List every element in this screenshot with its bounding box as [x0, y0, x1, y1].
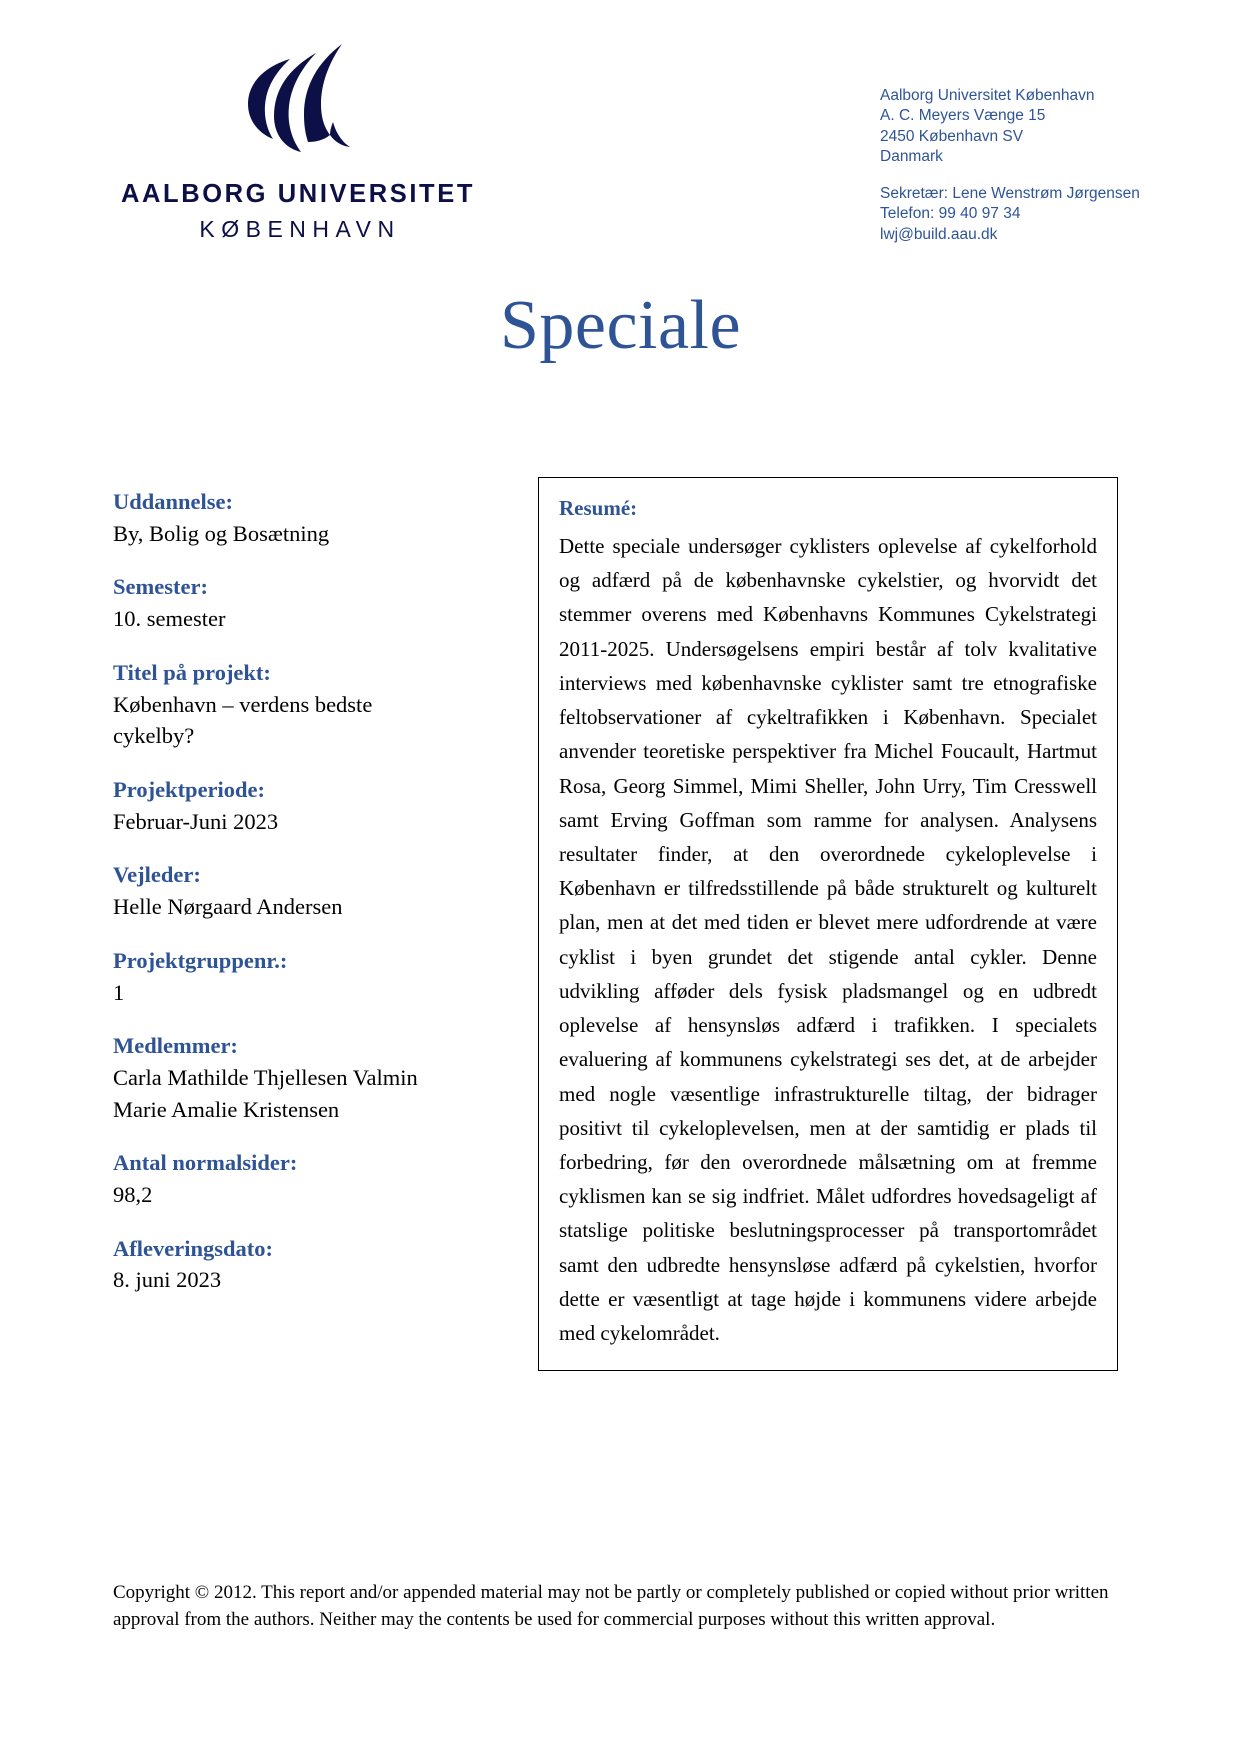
meta-label-semester: Semester: — [113, 574, 208, 600]
meta-group-projektperiode — [113, 774, 458, 837]
contact-line-email: lwj@build.aau.dk — [880, 225, 998, 243]
university-logo — [118, 38, 478, 242]
contact-spacer — [880, 168, 1210, 184]
meta-label-projektgruppenr: Projektgruppenr.: — [113, 947, 288, 973]
meta-value-medlem-1: Carla Mathilde Thjellesen Valmin — [113, 1065, 418, 1091]
meta-group-projektgruppenr — [113, 945, 458, 1008]
meta-label-vejleder: Vejleder: — [113, 862, 201, 888]
meta-group-titel — [113, 657, 458, 752]
meta-group-medlemmer — [113, 1030, 458, 1125]
contact-line-country: Danmark — [880, 148, 943, 166]
contact-line-street: A. C. Meyers Vænge 15 — [880, 107, 1046, 125]
contact-address-block — [880, 86, 1210, 245]
contact-line-secretary: Sekretær: Lene Wenstrøm Jørgensen — [880, 184, 1140, 202]
meta-label-afleveringsdato: Afleveringsdato: — [113, 1235, 273, 1261]
logo-wordmark: AALBORG UNIVERSITET — [121, 180, 475, 208]
meta-label-projektperiode: Projektperiode: — [113, 776, 266, 802]
meta-value-afleveringsdato: 8. juni 2023 — [113, 1267, 222, 1293]
contact-line-university: Aalborg Universitet København — [880, 87, 1095, 104]
meta-value-titel: København – verdens bedste cykelby? — [113, 691, 373, 749]
page-title: Speciale — [499, 287, 742, 364]
logo-subwordmark: KØBENHAVN — [199, 216, 401, 243]
abstract-box — [538, 477, 1118, 1371]
meta-value-projektgruppenr: 1 — [113, 979, 125, 1005]
abstract-label: Resumé: — [559, 496, 638, 520]
meta-value-vejleder: Helle Nørgaard Andersen — [113, 894, 343, 920]
project-metadata-column — [113, 486, 458, 1318]
meta-group-afleveringsdato — [113, 1233, 458, 1296]
meta-label-uddannelse: Uddannelse: — [113, 489, 234, 514]
meta-group-semester — [113, 571, 458, 634]
meta-label-antal-normalsider: Antal normalsider: — [113, 1150, 298, 1176]
copyright-footer: Copyright © 2012. This report and/or appended material may not be partly or completely published or copied without prior written approval from the authors. Neither may the contents be used for commercial purposes without this written approval. — [113, 1582, 1109, 1630]
page-header — [0, 0, 1241, 270]
meta-label-medlemmer: Medlemmer: — [113, 1033, 238, 1059]
meta-group-antal-normalsider — [113, 1147, 458, 1210]
meta-group-vejleder — [113, 859, 458, 922]
meta-value-uddannelse: By, Bolig og Bosætning — [113, 520, 330, 546]
meta-group-uddannelse — [113, 486, 458, 549]
meta-value-antal-normalsider: 98,2 — [113, 1182, 153, 1207]
meta-value-semester: 10. semester — [113, 606, 226, 632]
contact-line-phone: Telefon: 99 40 97 34 — [880, 205, 1021, 223]
meta-value-medlem-2: Marie Amalie Kristensen — [113, 1096, 340, 1122]
aalborg-university-flame-icon — [238, 38, 358, 160]
meta-value-projektperiode: Februar-Juni 2023 — [113, 808, 279, 834]
abstract-text: Dette speciale undersøger cyklisters oplevelse af cykelforhold og adfærd på de københavnske cykelstier, og hvorvidt det stemmer overens med Københavns Kommunes Cykelstrategi 2011-2025. Undersøgelsens empiri består af tolv kvalitative interviews med københavnske cyklister samt tre etnografiske feltobservationer af cykeltrafikken i København. Specialet anvender teoretiske perspektiver fra Michel Foucault, Hartmut Rosa, Georg Simmel, Mimi Sheller, John Urry, Tim Cresswell samt Erving Goffman som ramme for analysen. Analysens resultater finder, at den overordnede cykeloplevelse i København er tilfredsstillende på både strukturelt og kulturelt plan, men at det med tiden er blevet mere udfordrende at være cyklist i byen grundet det stigende antal cykler. Denne udvikling afføder dels fysisk pladsmangel og en udbredt oplevelse af hensynsløs adfærd i trafikken. I specialets evaluering af kommunens cykelstrategi ses det, at de arbejder med nogle væsentlige infrastrukturelle tiltag, der bidrager positivt til cykeloplevelsen, men at der samtidig er plads til forbedring, før den overordnede målsætning om at fremme cyklismen kan se sig indfriet. Målet udfordres hovedsageligt af statslige politiske beslutningsprocesser på transportområdet samt den udbredte hensynsløse adfærd på cykelstien, hvorfor dette er væsentligt at tage højde i kommunens videre arbejde med cykelområdet. — [559, 534, 1097, 1346]
meta-label-titel: Titel på projekt: — [113, 659, 271, 685]
contact-line-city: 2450 København SV — [880, 127, 1024, 145]
